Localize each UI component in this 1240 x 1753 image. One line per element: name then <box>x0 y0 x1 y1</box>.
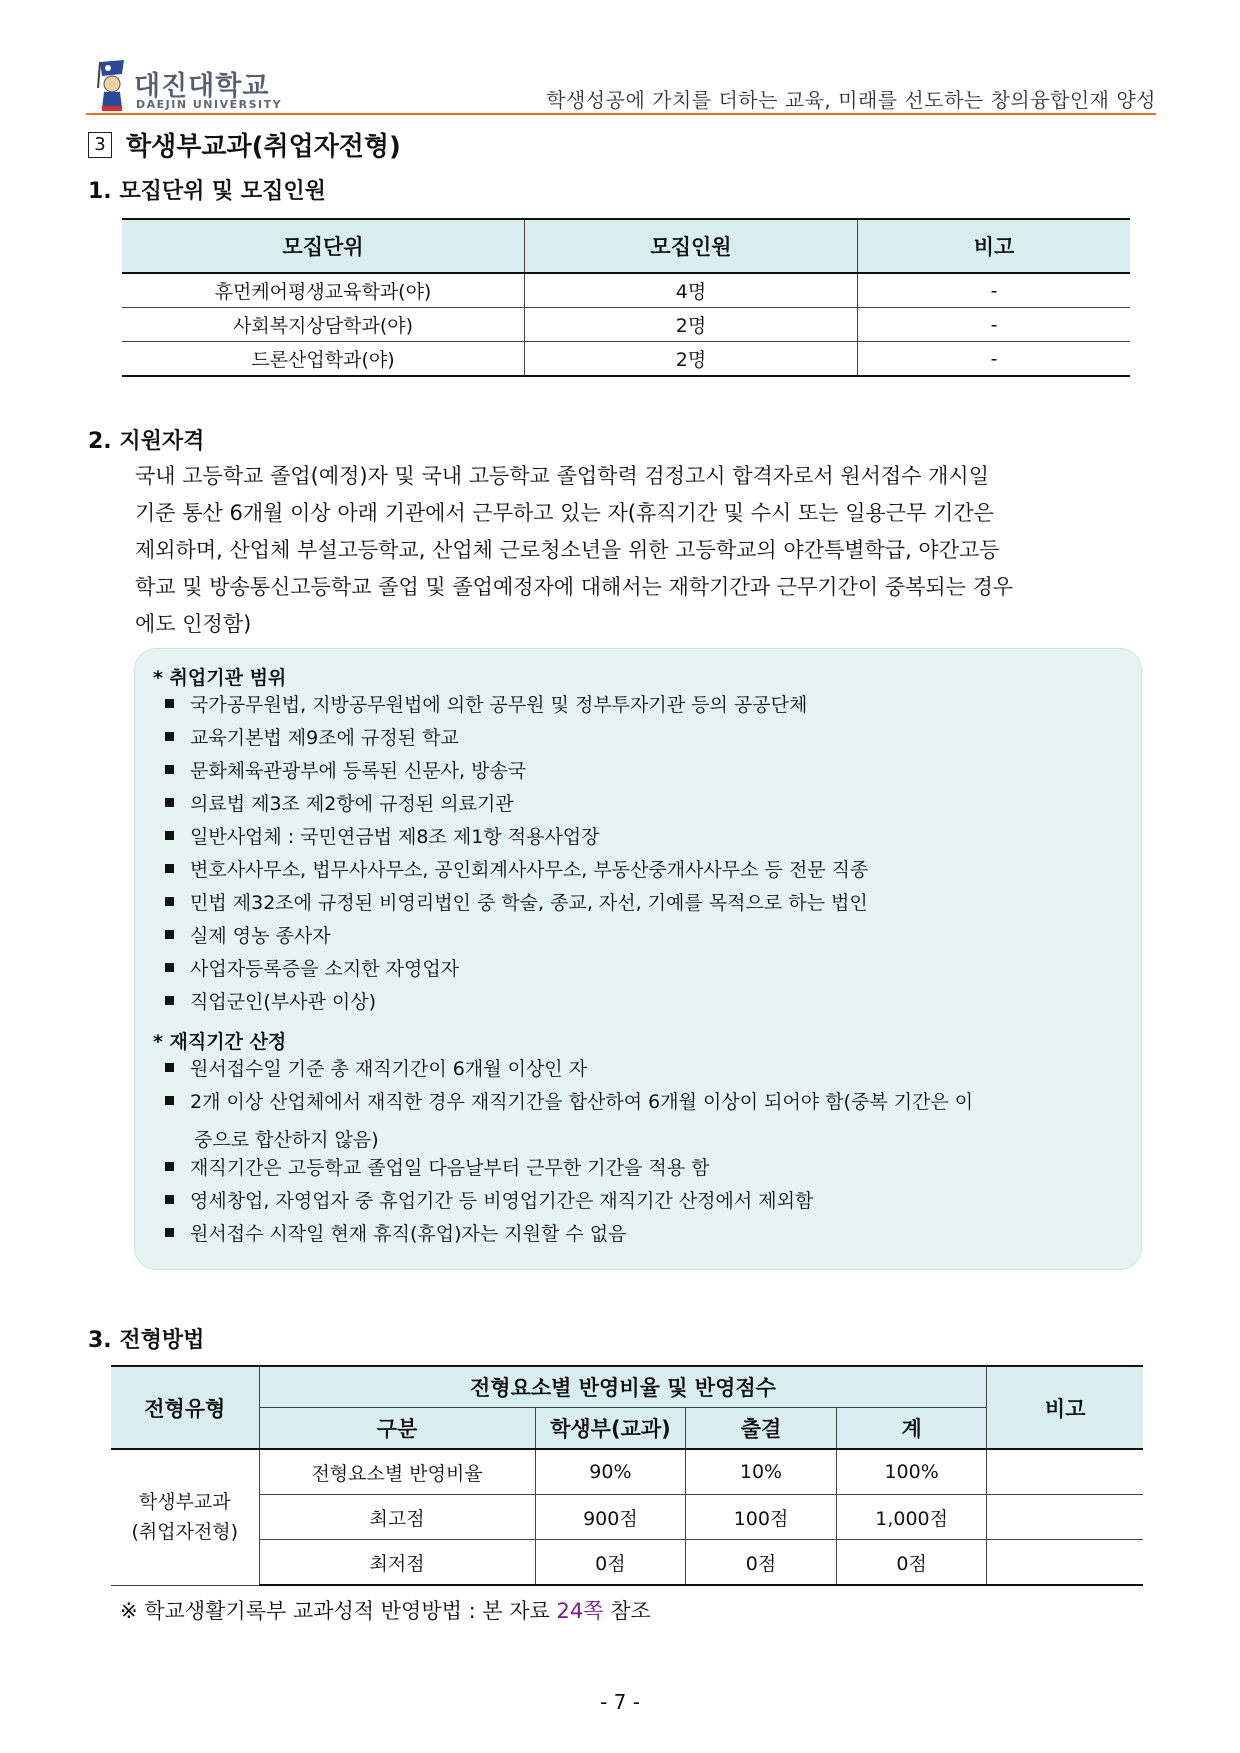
page-number: - 7 - <box>600 1690 640 1714</box>
list-item: 문화체육관광부에 등록된 신문사, 방송국 <box>165 755 1125 788</box>
list-item: 영세창업, 자영업자 중 휴업기간 등 비영업기간은 재직기간 산정에서 제외함 <box>165 1185 1125 1218</box>
table-row <box>122 273 1130 308</box>
list-item: 교육기본법 제9조에 규정된 학교 <box>165 722 1125 755</box>
paragraph-line: 기준 통산 6개월 이상 아래 기관에서 근무하고 있는 자(휴직기간 및 수시 또는 일용근무 기간은 <box>135 501 994 525</box>
table-cell: 휴먼케어평생교육학과(야) <box>122 273 525 308</box>
table-cell: 0점 <box>535 1540 686 1586</box>
table-cell: 사회복지상담학과(야) <box>122 308 525 342</box>
table-row <box>111 1495 1143 1540</box>
list-item-continuation: 중으로 합산하지 않음) <box>194 1129 379 1151</box>
table-cell: 최고점 <box>259 1495 535 1540</box>
list-item: 민법 제32조에 규정된 비영리법인 중 학술, 종교, 자선, 기예를 목적으로 하는 법인 <box>165 887 1125 920</box>
column-header: 비고 <box>987 1366 1143 1449</box>
table-cell: 2명 <box>525 342 858 377</box>
table-cell: 10% <box>686 1449 837 1495</box>
table-cell: 2명 <box>525 308 858 342</box>
table-row <box>122 342 1130 377</box>
bullet-square-icon <box>165 765 174 774</box>
table-cell: 0점 <box>836 1540 987 1586</box>
table-cell <box>987 1449 1143 1495</box>
university-logo <box>86 58 286 114</box>
box-heading: * 재직기간 산정 <box>153 1031 287 1053</box>
bullet-square-icon <box>165 699 174 708</box>
employment-criteria-box <box>134 648 1142 1270</box>
subsection-1-title: 1. 모집단위 및 모집인원 <box>88 179 326 204</box>
section-title <box>88 126 401 163</box>
bullet-square-icon <box>165 1228 174 1237</box>
table-cell: 90% <box>535 1449 686 1495</box>
recruitment-table <box>122 218 1130 377</box>
table-row <box>111 1540 1143 1586</box>
list-item: 사업자등록증을 소지한 자영업자 <box>165 953 1125 986</box>
column-header: 학생부(교과) <box>535 1408 686 1450</box>
column-header: 모집단위 <box>122 219 525 273</box>
table-row <box>111 1449 1143 1495</box>
list-item: 원서접수일 기준 총 재직기간이 6개월 이상인 자 <box>165 1053 1125 1086</box>
list-item: 변호사사무소, 법무사사무소, 공인회계사사무소, 부동산중개사사무소 등 전문 직종 <box>165 854 1125 887</box>
bullet-square-icon <box>165 1063 174 1072</box>
table-cell: 100점 <box>686 1495 837 1540</box>
page-reference: 24쪽 <box>556 1599 604 1623</box>
column-header: 비고 <box>858 219 1131 273</box>
bullet-square-icon <box>165 897 174 906</box>
table-cell: 4명 <box>525 273 858 308</box>
bullet-square-icon <box>165 1195 174 1204</box>
table-cell: 드론산업학과(야) <box>122 342 525 377</box>
column-header: 모집인원 <box>525 219 858 273</box>
subsection-2-title: 2. 지원자격 <box>88 429 205 454</box>
list-item: 재직기간은 고등학교 졸업일 다음날부터 근무한 기간을 적용 함 <box>165 1152 1125 1185</box>
bullet-square-icon <box>165 798 174 807</box>
bullet-square-icon <box>165 996 174 1005</box>
column-header: 전형유형 <box>111 1366 259 1449</box>
paragraph-line: 국내 고등학교 졸업(예정)자 및 국내 고등학교 졸업학력 검정고시 합격자로서 원서접수 개시일 <box>135 464 990 488</box>
column-group-header: 전형요소별 반영비율 및 반영점수 <box>259 1366 987 1408</box>
page-header <box>86 52 1156 116</box>
column-header: 구분 <box>259 1408 535 1450</box>
paragraph-line: 에도 인정함) <box>135 612 252 636</box>
table-header-row <box>111 1366 1143 1408</box>
table-cell: - <box>858 342 1131 377</box>
table-cell: - <box>858 273 1131 308</box>
table-cell: 전형요소별 반영비율 <box>259 1449 535 1495</box>
list-item: 일반사업체 : 국민연금법 제8조 제1항 적용사업장 <box>165 821 1125 854</box>
eligibility-paragraph <box>135 458 1147 643</box>
paragraph-line: 학교 및 방송통신고등학교 졸업 및 졸업예정자에 대해서는 재학기간과 근무기간이 중복되는 경우 <box>135 575 1014 599</box>
list-item: 의료법 제3조 제2항에 규정된 의료기관 <box>165 788 1125 821</box>
header-slogan: 학생성공에 가치를 더하는 교육, 미래를 선도하는 창의융합인재 양성 <box>546 88 1156 112</box>
box-heading: * 취업기관 범위 <box>153 667 287 689</box>
list-item: 직업군인(부사관 이상) <box>165 986 1125 1019</box>
list-item: 2개 이상 산업체에서 재직한 경우 재직기간을 합산하여 6개월 이상이 되어야 함(중복 기간은 이 <box>165 1086 1125 1119</box>
table-cell: - <box>858 308 1131 342</box>
selection-method-table <box>111 1365 1143 1586</box>
logo-english-text: DAEJIN UNIVERSITY <box>136 98 283 111</box>
column-header: 계 <box>836 1408 987 1450</box>
bullet-square-icon <box>165 831 174 840</box>
table-row <box>122 308 1130 342</box>
bullet-square-icon <box>165 1096 174 1105</box>
table-cell: 100% <box>836 1449 987 1495</box>
paragraph-line: 제외하며, 산업체 부설고등학교, 산업체 근로청소년을 위한 고등학교의 야간특별학급, 야간고등 <box>135 538 1000 562</box>
bullet-square-icon <box>165 732 174 741</box>
logo-korean-text: 대진대학교 <box>134 71 270 102</box>
list-item: 국가공무원법, 지방공무원법에 의한 공무원 및 정부투자기관 등의 공공단체 <box>165 689 1125 722</box>
table-cell: 900점 <box>535 1495 686 1540</box>
table-cell <box>987 1540 1143 1586</box>
mascot-logo-icon <box>90 58 132 112</box>
list-item: 원서접수 시작일 현재 휴직(휴업)자는 지원할 수 없음 <box>165 1218 1125 1251</box>
table-cell: 1,000점 <box>836 1495 987 1540</box>
section-number: 3 <box>88 132 112 158</box>
list-item: 실제 영농 종사자 <box>165 920 1125 953</box>
section-title-text: 학생부교과(취업자전형) <box>126 132 401 162</box>
header-divider <box>86 113 1156 115</box>
table-cell <box>987 1495 1143 1540</box>
bullet-square-icon <box>165 963 174 972</box>
bullet-square-icon <box>165 1162 174 1171</box>
subsection-3-title: 3. 전형방법 <box>88 1328 205 1353</box>
column-header: 출결 <box>686 1408 837 1450</box>
bullet-square-icon <box>165 864 174 873</box>
table-cell: 0점 <box>686 1540 837 1586</box>
table-cell: 최저점 <box>259 1540 535 1586</box>
reference-note: ※ 학교생활기록부 교과성적 반영방법 : 본 자료 24쪽 참조 <box>120 1599 651 1623</box>
table-header-row <box>122 219 1130 273</box>
bullet-square-icon <box>165 930 174 939</box>
selection-type-cell: 학생부교과 (취업자전형) <box>111 1449 259 1585</box>
